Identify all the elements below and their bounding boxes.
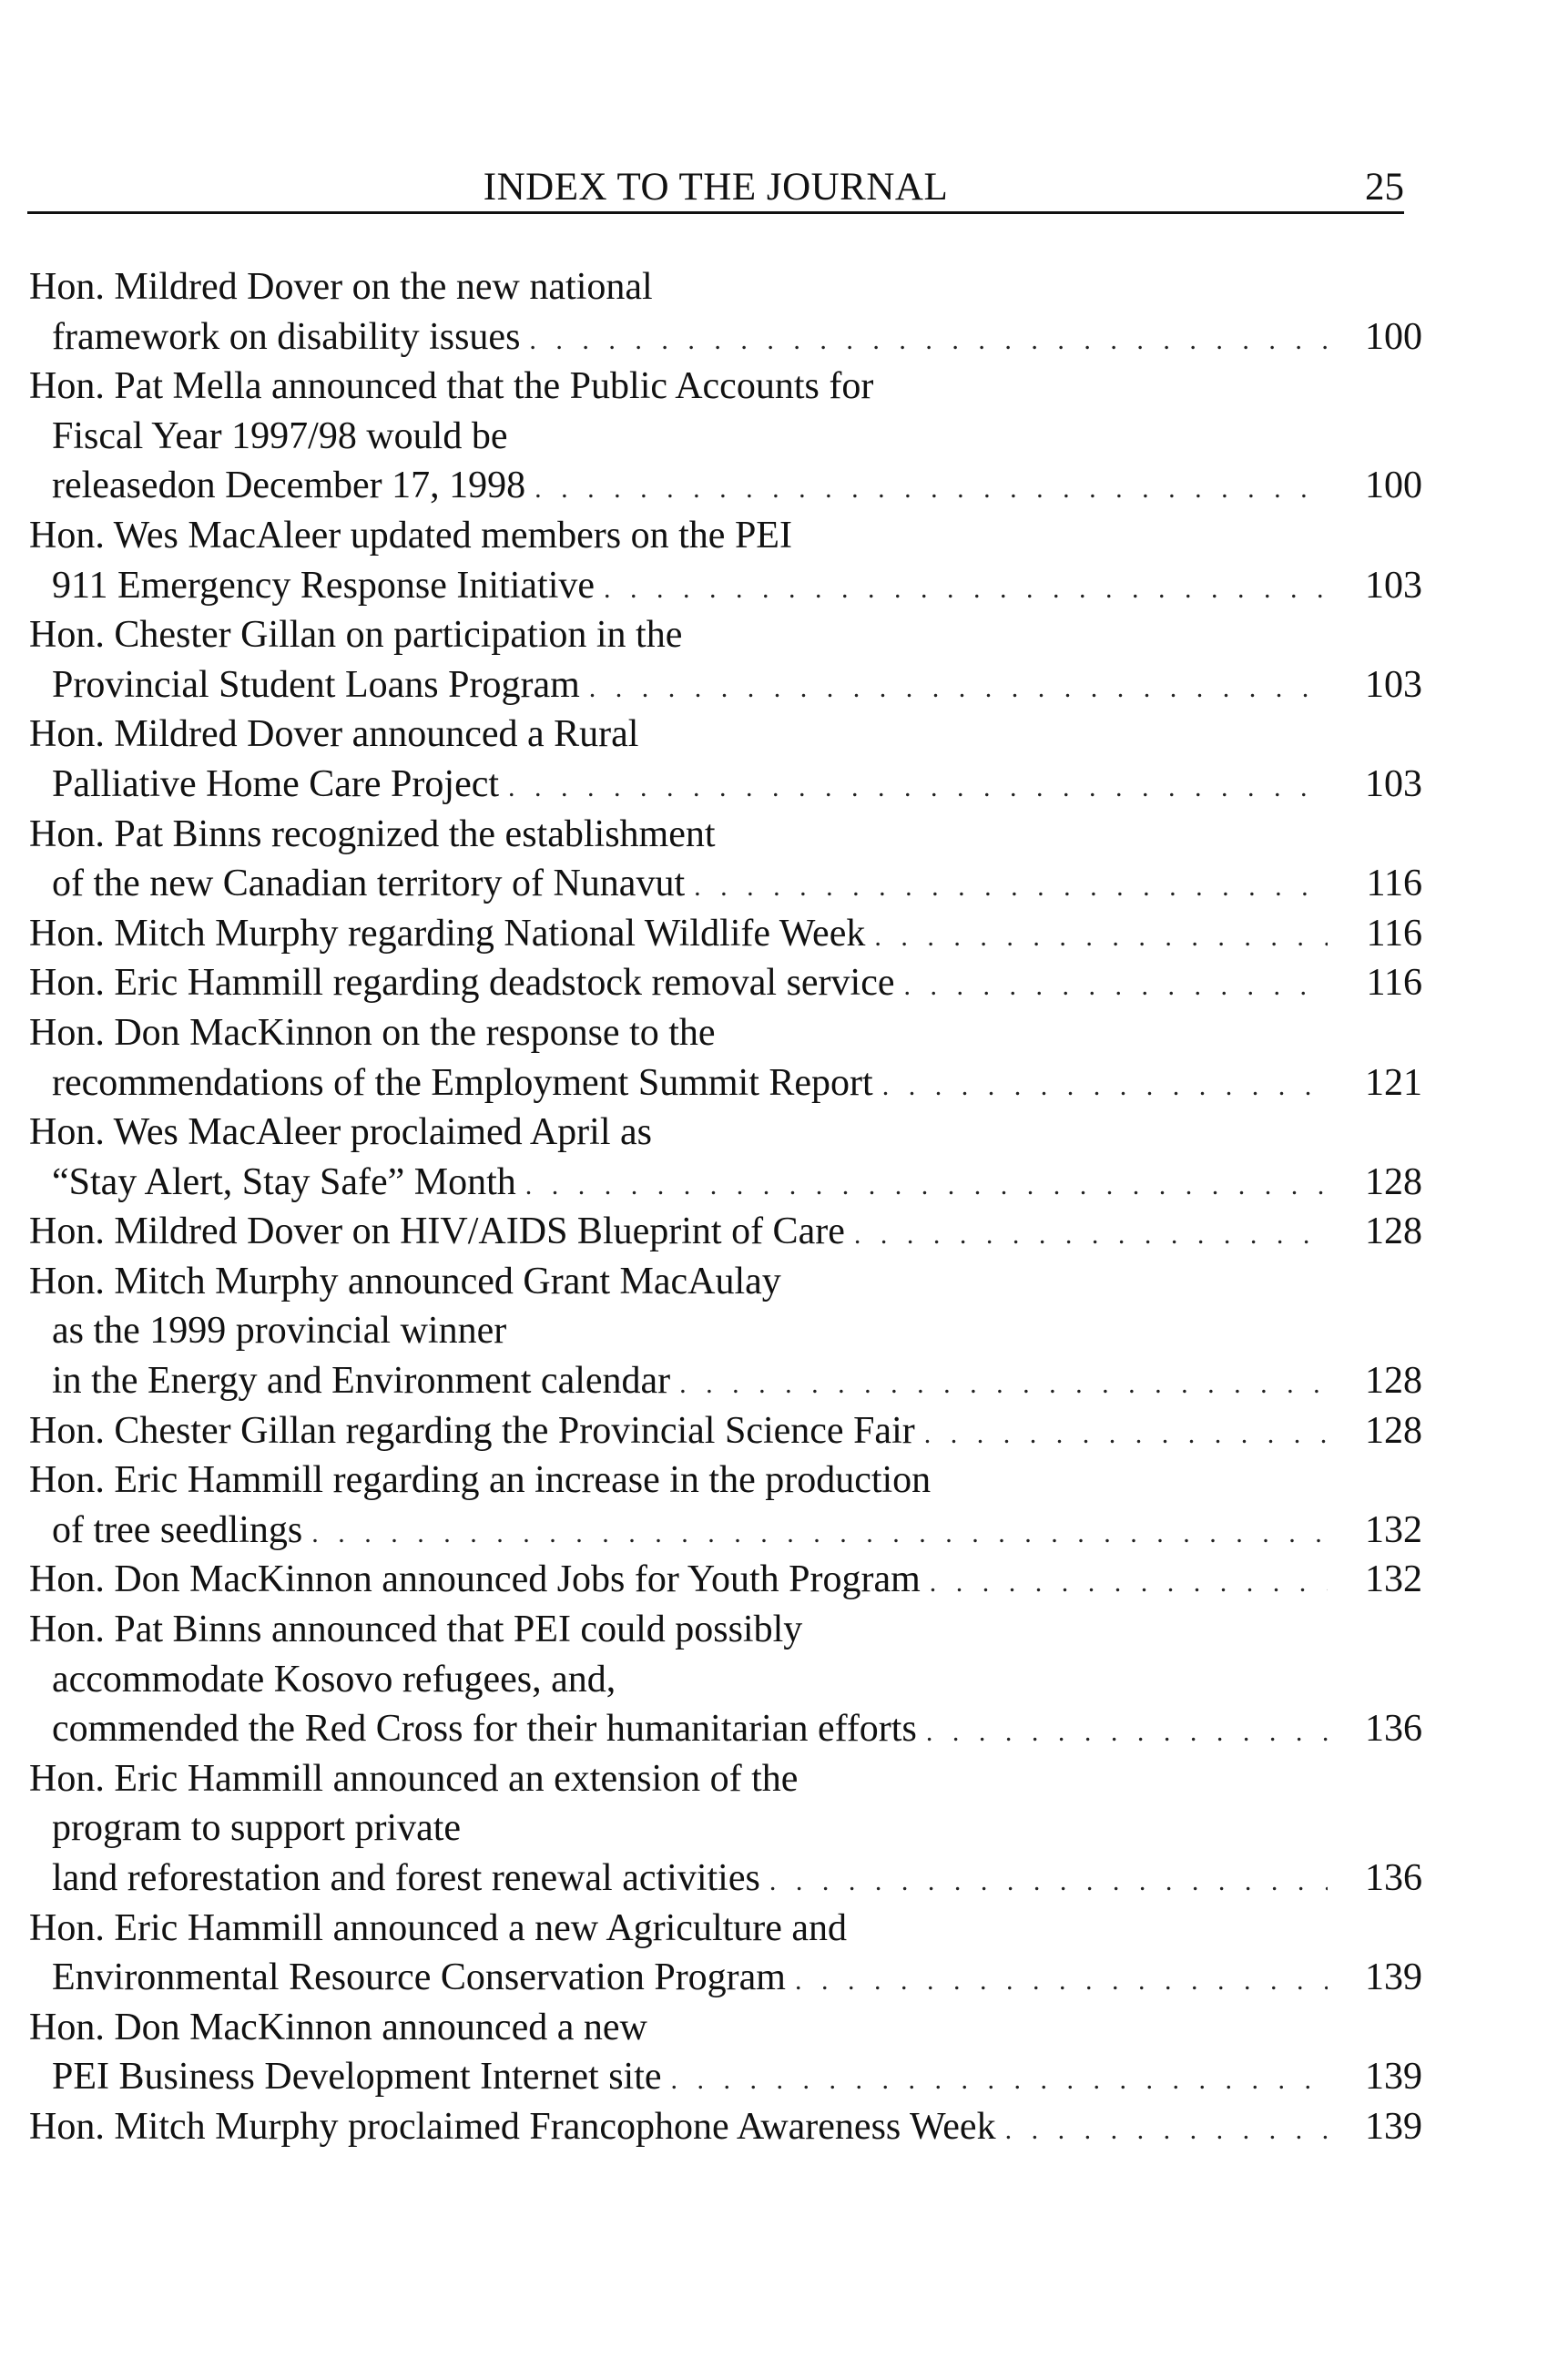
index-entry: [29, 610, 1422, 710]
dot-leader: [854, 1210, 1328, 1257]
entry-text-line: Hon. Mitch Murphy proclaimed Francophone Awareness Week: [29, 2105, 996, 2148]
entry-text-line: Hon. Eric Hammill regarding an increase in the production: [29, 1459, 932, 1502]
entry-final-line: [29, 1406, 1422, 1456]
entry-page-number: 116: [1366, 912, 1422, 955]
index-entry: [29, 1904, 1422, 2003]
entry-text-line: Hon. Mitch Murphy regarding National Wildlife Week: [29, 912, 866, 955]
entry-text-line: Hon. Mildred Dover on the new national: [29, 266, 653, 308]
index-entry: [29, 1008, 1422, 1108]
dot-leader: [795, 1956, 1328, 2003]
index-list: [29, 262, 1422, 2152]
entry-final-line: [29, 2102, 1422, 2152]
entry-final-line: [29, 1506, 1422, 1556]
entry-page-number: 116: [1366, 962, 1422, 1005]
entry-final-line: [29, 859, 1422, 909]
page-header: [27, 164, 1404, 214]
entry-text-line: Hon. Pat Binns announced that PEI could possibly: [29, 1609, 803, 1651]
entry-text-line: recommendations of the Employment Summit Report: [52, 1061, 873, 1104]
entry-page-number: 139: [1365, 1956, 1422, 1999]
dot-leader: [904, 962, 1329, 1008]
running-title: INDEX TO THE JOURNAL: [483, 166, 949, 209]
index-entry: [29, 1605, 1422, 1754]
entry-final-line: [29, 1207, 1422, 1257]
entry-page-number: 103: [1365, 564, 1422, 607]
entry-final-line: [29, 760, 1422, 810]
entry-text-line: of tree seedlings: [52, 1508, 303, 1551]
entry-text-line: Provincial Student Loans Program: [52, 663, 580, 706]
entry-text-line: Hon. Pat Binns recognized the establishment: [29, 812, 716, 855]
entry-text-line: 911 Emergency Response Initiative: [52, 564, 596, 607]
dot-leader: [535, 465, 1328, 511]
dot-leader: [874, 913, 1328, 959]
entry-text-line: accommodate Kosovo refugees, and,: [52, 1658, 616, 1701]
entry-page-number: 100: [1365, 315, 1422, 358]
entry-text-line: Hon. Eric Hammill regarding deadstock removal service: [29, 962, 895, 1005]
dot-leader: [926, 1708, 1328, 1754]
entry-text-line: program to support private: [52, 1807, 462, 1850]
entry-page-number: 136: [1365, 1708, 1422, 1751]
entry-text-line: Hon. Wes MacAleer updated members on the PEI: [29, 514, 792, 557]
dot-leader: [508, 763, 1328, 810]
index-entry: [29, 958, 1422, 1008]
entry-final-line: [29, 660, 1422, 710]
entry-text-line: Hon. Eric Hammill announced a new Agriculture and: [29, 1906, 848, 1949]
dot-leader: [604, 565, 1328, 611]
entry-final-line: [29, 2052, 1422, 2102]
entry-text-line: Hon. Don MacKinnon announced Jobs for Youth Program: [29, 1558, 921, 1601]
entry-text-line: Palliative Home Care Project: [52, 762, 500, 805]
page-number: 25: [1365, 166, 1404, 209]
entry-final-line: [29, 909, 1422, 959]
entry-page-number: 132: [1365, 1558, 1422, 1601]
entry-final-line: [29, 312, 1422, 363]
entry-text-line: Hon. Eric Hammill announced an extension of the: [29, 1757, 799, 1800]
entry-page-number: 128: [1365, 1210, 1422, 1253]
dot-leader: [1005, 2106, 1328, 2152]
entry-final-line: [29, 958, 1422, 1008]
entry-text-line: Fiscal Year 1997/98 would be: [52, 414, 508, 457]
entry-page-number: 103: [1365, 663, 1422, 706]
entry-page-number: 128: [1365, 1360, 1422, 1403]
entry-page-number: 116: [1366, 863, 1422, 905]
dot-leader: [769, 1857, 1328, 1904]
index-entry: [29, 1754, 1422, 1904]
entry-final-line: [29, 1356, 1422, 1406]
index-entry: [29, 2003, 1422, 2102]
entry-text-line: “Stay Alert, Stay Safe” Month: [52, 1160, 516, 1203]
index-entry: [29, 1108, 1422, 1207]
entry-page-number: 103: [1365, 762, 1422, 805]
entry-text-line: Hon. Mildred Dover on HIV/AIDS Blueprint of Care: [29, 1210, 845, 1253]
entry-text-line: Hon. Wes MacAleer proclaimed April as: [29, 1111, 652, 1154]
index-entry: [29, 1207, 1422, 1257]
index-entry: [29, 710, 1422, 809]
entry-text-line: in the Energy and Environment calendar: [52, 1360, 671, 1403]
index-entry: [29, 1456, 1422, 1555]
index-entry: [29, 1406, 1422, 1456]
entry-final-line: [29, 561, 1422, 611]
index-entry: [29, 909, 1422, 959]
entry-page-number: 132: [1365, 1508, 1422, 1551]
entry-text-line: Hon. Don MacKinnon announced a new: [29, 2006, 647, 2048]
dot-leader: [529, 316, 1328, 363]
entry-page-number: 139: [1365, 2056, 1422, 2099]
dot-leader: [882, 1062, 1328, 1108]
entry-text-line: Hon. Pat Mella announced that the Public Accounts for: [29, 365, 874, 408]
entry-text-line: Environmental Resource Conservation Program: [52, 1956, 786, 1999]
dot-leader: [671, 2056, 1328, 2102]
entry-text-line: of the new Canadian territory of Nunavut: [52, 863, 686, 905]
entry-text-line: Hon. Chester Gillan on participation in the: [29, 614, 683, 657]
entry-text-line: releasedon December 17, 1998: [52, 465, 526, 507]
entry-text-line: PEI Business Development Internet site: [52, 2056, 662, 2099]
entry-page-number: 100: [1365, 465, 1422, 507]
entry-text-line: commended the Red Cross for their humanitarian efforts: [52, 1708, 917, 1751]
dot-leader: [525, 1161, 1328, 1208]
entry-text-line: land reforestation and forest renewal activities: [52, 1857, 760, 1899]
entry-page-number: 128: [1365, 1409, 1422, 1452]
entry-final-line: [29, 1158, 1422, 1208]
dot-leader: [311, 1509, 1328, 1556]
entry-final-line: [29, 1555, 1422, 1605]
index-entry: [29, 2102, 1422, 2152]
dot-leader: [694, 863, 1328, 909]
dot-leader: [924, 1410, 1328, 1456]
entry-page-number: 121: [1365, 1061, 1422, 1104]
entry-text-line: Hon. Chester Gillan regarding the Provincial Science Fair: [29, 1409, 915, 1452]
index-entry: [29, 262, 1422, 362]
entry-page-number: 136: [1365, 1857, 1422, 1899]
entry-text-line: as the 1999 provincial winner: [52, 1310, 507, 1353]
entry-text-line: framework on disability issues: [52, 315, 521, 358]
index-entry: [29, 362, 1422, 511]
entry-page-number: 128: [1365, 1160, 1422, 1203]
dot-leader: [930, 1558, 1328, 1605]
index-entry: [29, 810, 1422, 909]
entry-final-line: [29, 1704, 1422, 1754]
entry-final-line: [29, 1854, 1422, 1904]
entry-page-number: 139: [1365, 2105, 1422, 2148]
entry-final-line: [29, 1058, 1422, 1108]
index-entry: [29, 1257, 1422, 1406]
dot-leader: [589, 664, 1328, 710]
dot-leader: [679, 1360, 1328, 1406]
entry-text-line: Hon. Don MacKinnon on the response to the: [29, 1011, 716, 1054]
index-entry: [29, 1555, 1422, 1605]
entry-final-line: [29, 461, 1422, 511]
entry-text-line: Hon. Mildred Dover announced a Rural: [29, 713, 639, 756]
entry-text-line: Hon. Mitch Murphy announced Grant MacAulay: [29, 1260, 781, 1302]
index-entry: [29, 511, 1422, 610]
entry-final-line: [29, 1953, 1422, 2003]
